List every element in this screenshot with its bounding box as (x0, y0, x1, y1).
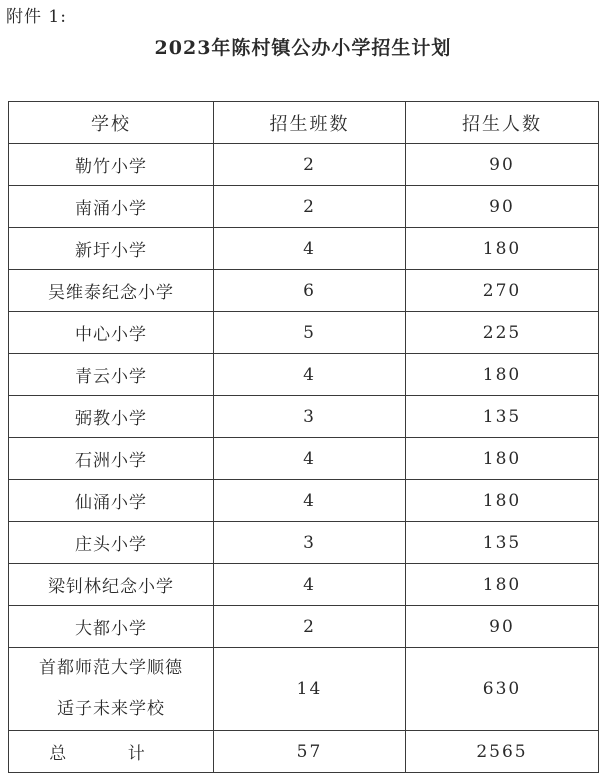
student-count: 180 (406, 354, 599, 396)
header-school: 学校 (9, 102, 214, 144)
table-row (9, 438, 599, 480)
school-name: 中心小学 (9, 312, 214, 354)
school-name-line-2: 适子未来学校 (57, 699, 165, 719)
class-count: 6 (214, 270, 406, 312)
student-count: 180 (406, 564, 599, 606)
header-classes: 招生班数 (214, 102, 406, 144)
class-count: 2 (214, 606, 406, 648)
total-row (9, 731, 599, 773)
school-name: 南涌小学 (9, 186, 214, 228)
class-count: 4 (214, 228, 406, 270)
school-name: 庄头小学 (9, 522, 214, 564)
student-count: 180 (406, 228, 599, 270)
student-count: 270 (406, 270, 599, 312)
enrollment-table (8, 101, 599, 773)
table-row (9, 396, 599, 438)
table-row (9, 312, 599, 354)
table-row (9, 186, 599, 228)
class-count: 14 (214, 648, 406, 731)
table-row (9, 480, 599, 522)
page-title: 2023年陈村镇公办小学招生计划 (154, 37, 452, 59)
class-count: 4 (214, 564, 406, 606)
class-count: 4 (214, 354, 406, 396)
class-count: 2 (214, 186, 406, 228)
table-row (9, 144, 599, 186)
school-name-line-1: 首都师范大学顺德 (39, 658, 183, 678)
school-name: 青云小学 (9, 354, 214, 396)
class-count: 4 (214, 480, 406, 522)
school-name (9, 648, 214, 731)
table-row (9, 606, 599, 648)
school-name: 勒竹小学 (9, 144, 214, 186)
table-header-row (9, 102, 599, 144)
table-row-multiline (9, 648, 599, 731)
student-count: 135 (406, 522, 599, 564)
school-name: 吴维泰纪念小学 (9, 270, 214, 312)
attachment-label: 附件 1: (6, 7, 67, 27)
table-row (9, 354, 599, 396)
student-count: 135 (406, 396, 599, 438)
school-name: 新圩小学 (9, 228, 214, 270)
total-classes: 57 (214, 731, 406, 773)
total-label: 总 计 (9, 731, 214, 773)
student-count: 225 (406, 312, 599, 354)
class-count: 2 (214, 144, 406, 186)
student-count: 90 (406, 606, 599, 648)
school-name: 梁钊林纪念小学 (9, 564, 214, 606)
table-row (9, 564, 599, 606)
school-name: 石洲小学 (9, 438, 214, 480)
class-count: 4 (214, 438, 406, 480)
table-row (9, 228, 599, 270)
total-students: 2565 (406, 731, 599, 773)
student-count: 180 (406, 438, 599, 480)
table-row (9, 270, 599, 312)
header-students: 招生人数 (406, 102, 599, 144)
school-name: 仙涌小学 (9, 480, 214, 522)
class-count: 5 (214, 312, 406, 354)
school-name: 大都小学 (9, 606, 214, 648)
school-name: 弼教小学 (9, 396, 214, 438)
student-count: 630 (406, 648, 599, 731)
student-count: 90 (406, 186, 599, 228)
class-count: 3 (214, 396, 406, 438)
class-count: 3 (214, 522, 406, 564)
student-count: 90 (406, 144, 599, 186)
student-count: 180 (406, 480, 599, 522)
table-row (9, 522, 599, 564)
